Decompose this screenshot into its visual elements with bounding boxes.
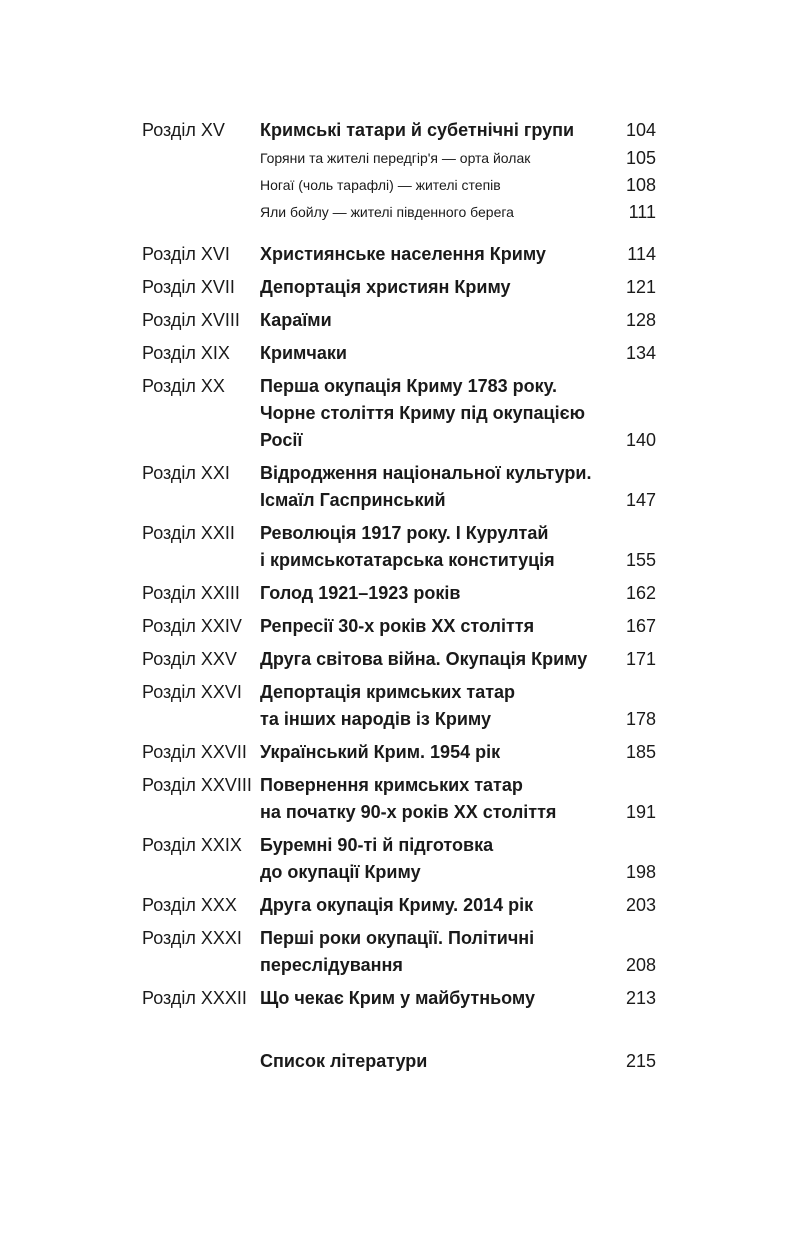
- chapter-title: [260, 613, 534, 640]
- title-line: Ногаї (чоль тарафлі) — жителі степів: [260, 177, 501, 193]
- page-number: 167: [625, 616, 656, 636]
- chapter-number: Розділ XXVIII: [142, 775, 252, 795]
- page-number: 178: [625, 709, 656, 729]
- chapter-title: [260, 117, 574, 144]
- chapter-number: Розділ XXIX: [142, 835, 242, 855]
- chapter-number: Розділ XVI: [142, 244, 230, 264]
- title-line: Чорне століття Криму під окупацією: [260, 403, 585, 423]
- chapter-title: [260, 679, 515, 733]
- page-number: 114: [627, 244, 656, 264]
- page-number: 213: [625, 988, 656, 1008]
- chapter-number: Розділ XXXI: [142, 928, 242, 948]
- chapter-title: [260, 460, 591, 514]
- page-number: 215: [625, 1051, 656, 1071]
- page-number: 162: [625, 583, 656, 603]
- title-line: Ісмаїл Гаспринський: [260, 490, 446, 510]
- chapter-title: [260, 925, 534, 979]
- chapter-number: Розділ XXIV: [142, 616, 242, 636]
- subsection-title: [260, 145, 530, 172]
- title-line: Репресії 30-х років XX століття: [260, 616, 535, 636]
- chapter-number: Розділ XXI: [142, 463, 230, 483]
- title-line: Список літератури: [260, 1051, 428, 1071]
- title-line: Друга окупація Криму. 2014 рік: [260, 895, 534, 915]
- chapter-number: Розділ XV: [142, 120, 225, 140]
- title-line: Караїми: [260, 310, 332, 330]
- title-line: Повернення кримських татар: [260, 775, 523, 795]
- page-number: 198: [625, 862, 656, 882]
- title-line: і кримськотатарська конституція: [260, 550, 555, 570]
- chapter-number: Розділ XVIII: [142, 310, 240, 330]
- page-number: 134: [625, 343, 656, 363]
- chapter-number: Розділ XXV: [142, 649, 237, 669]
- chapter-title: [260, 274, 511, 301]
- page-number: 185: [625, 742, 656, 762]
- chapter-number: Розділ XXII: [142, 523, 235, 543]
- chapter-number: Розділ XIX: [142, 343, 230, 363]
- title-line: Друга світова війна. Окупація Криму: [260, 649, 588, 669]
- title-line: Депортація кримських татар: [260, 682, 516, 702]
- page-number: 171: [625, 649, 656, 669]
- chapter-title: [260, 373, 585, 454]
- chapter-title: [260, 832, 493, 886]
- page-number: 208: [625, 955, 656, 975]
- page-number: 147: [625, 490, 656, 510]
- page-number: 108: [625, 175, 656, 195]
- title-line: Український Крим. 1954 рік: [260, 742, 501, 762]
- chapter-number: Розділ XXVII: [142, 742, 247, 762]
- page-number: 191: [625, 802, 656, 822]
- title-line: Перша окупація Криму 1783 року.: [260, 376, 558, 396]
- title-line: Кримські татари й субетнічні групи: [260, 120, 575, 140]
- chapter-number: Розділ XXX: [142, 895, 237, 915]
- chapter-title: [260, 892, 533, 919]
- bibliography-title: [260, 1048, 427, 1075]
- chapter-title: [260, 985, 535, 1012]
- subsection-title: [260, 172, 501, 199]
- subsection-title: [260, 199, 514, 226]
- chapter-title: [260, 520, 555, 574]
- title-line: Горяни та жителі передгір'я — орта йолак: [260, 150, 531, 166]
- title-line: та інших народів із Криму: [260, 709, 491, 729]
- title-line: Що чекає Крим у майбутньому: [260, 988, 536, 1008]
- title-line: Кримчаки: [260, 343, 347, 363]
- title-line: на початку 90-х років XX століття: [260, 802, 557, 822]
- page-number: 155: [625, 550, 656, 570]
- title-line: Яли бойлу — жителі південного берега: [260, 204, 514, 220]
- chapter-number: Розділ XXVI: [142, 682, 242, 702]
- page-number: 121: [625, 277, 656, 297]
- page-number: 104: [625, 120, 656, 140]
- chapter-title: [260, 241, 546, 268]
- title-line: Перші роки окупації. Політичні: [260, 928, 535, 948]
- chapter-number: Розділ XXIII: [142, 583, 240, 603]
- page-number: 203: [625, 895, 656, 915]
- title-line: Депортація християн Криму: [260, 277, 511, 297]
- chapter-number: Розділ XVII: [142, 277, 235, 297]
- chapter-number: Розділ XX: [142, 376, 225, 396]
- title-line: переслідування: [260, 955, 403, 975]
- title-line: Росії: [260, 430, 303, 450]
- chapter-number: Розділ XXXII: [142, 988, 247, 1008]
- chapter-title: [260, 307, 332, 334]
- title-line: Християнське населення Криму: [260, 244, 546, 264]
- chapter-title: [260, 340, 347, 367]
- chapter-title: [260, 772, 556, 826]
- title-line: Голод 1921–1923 років: [260, 583, 461, 603]
- title-line: Буремні 90-ті й підготовка: [260, 835, 494, 855]
- chapter-title: [260, 646, 587, 673]
- chapter-title: [260, 580, 460, 607]
- page-number: 105: [625, 148, 656, 168]
- title-line: Відродження національної культури.: [260, 463, 592, 483]
- chapter-title: [260, 739, 500, 766]
- page-number: 140: [625, 430, 656, 450]
- title-line: Революція 1917 року. І Курултай: [260, 523, 549, 543]
- title-line: до окупації Криму: [260, 862, 421, 882]
- page-number: 128: [625, 310, 656, 330]
- page-number: 111: [628, 202, 656, 222]
